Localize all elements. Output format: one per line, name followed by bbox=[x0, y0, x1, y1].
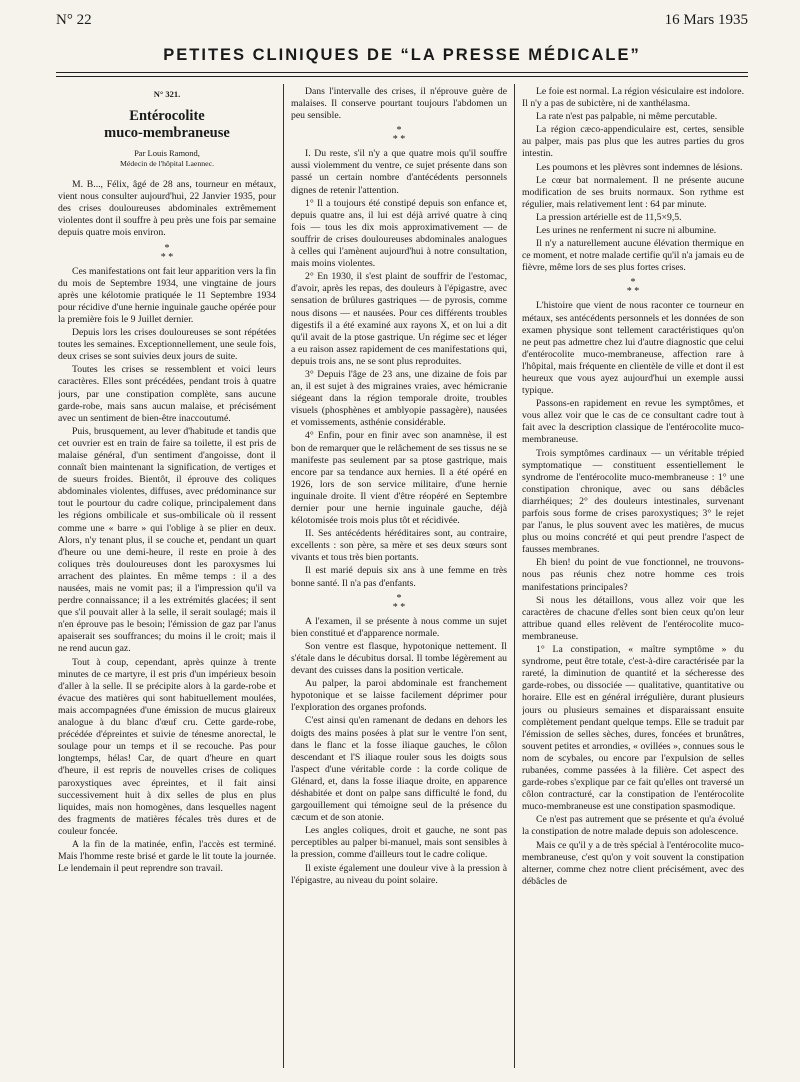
paragraph: Trois symptômes cardinaux — un véritable trépied symptomatique — constituent essentiellement le syndrome de l'entérocolite muco-membraneuse : 1° une constipation chronique, avec ou sans débâcles diarrhéiques; 2° des douleurs intestinales, survenant parfois sous forme de crises paroxystiques; 3° le rejet par l'anus, le plus souvent avec les matières, de mucus plus ou moins concrété et qui peut prendre l'aspect de fausses membranes. bbox=[522, 447, 744, 556]
paragraph: Tout à coup, cependant, après quinze à trente minutes de ce martyre, il est pris d'un impérieux besoin d'aller à la selle. Il se précipite alors à la garde-robe et évacue des matières qui sont habituellement moulées, mais accompagnées d'une émission de mucus glaireux analogue à du blanc d'œuf cru. Cette garde-robe, précédée d'épreintes et suivie de ténesme anorectal, le soulage pour un temps et il se recouche. Pas pour longtemps, hélas! Car, de quart d'heure en quart d'heure, il est repris de nouvelles crises de coliques paroxystiques avec épreintes, et il fait ainsi successivement huit à dix selles de plus en plus liquides, mais non homogènes, dans lesquelles nagent des fragments de matières fécales très dures et de couleur foncée. bbox=[58, 656, 276, 837]
paragraph: Eh bien! du point de vue fonctionnel, ne trouvons-nous pas réunis chez notre homme ces trois manifestations principales? bbox=[522, 557, 744, 593]
paragraph: Les angles coliques, droit et gauche, ne sont pas perceptibles au palper bi-manuel, mais sont sensibles à la pression, comme d'ailleurs tout le cadre colique. bbox=[291, 825, 507, 861]
paragraph: 3° Depuis l'âge de 23 ans, une dizaine de fois par an, il est sujet à des migraines vraies, avec hémicranie siégeant dans la région temporale droite, troubles visuels (phosphènes et amblyopie passagère), nausées et vomissements, asthénie considérable. bbox=[291, 368, 507, 429]
paragraph: Passons-en rapidement en revue les symptômes, et vous allez voir que le cas de ce consultant cadre tout à fait avec la description classique de l'entérocolite muco-membraneuse. bbox=[522, 398, 744, 446]
issue-number: N° 22 bbox=[56, 12, 92, 28]
section-separator: * * * bbox=[160, 242, 174, 263]
article-title-line: Entérocolite bbox=[129, 108, 205, 125]
paragraph: Mais ce qu'il y a de très spécial à l'entérocolite muco-membraneuse, c'est qu'on y voit souvent la constipation alterner, comme chez notre client précisément, avec des débâcles de bbox=[522, 839, 744, 887]
paragraph: Toutes les crises se ressemblent et voici leurs caractères. Elles sont précédées, pendant trois à quatre jours, par une constipation complète, sans aucune garde-robe, mais sans aucun malaise, et précisément avec un sentiment de bien-être inaccoutumé. bbox=[58, 364, 276, 424]
paragraph: II. Ses antécédents héréditaires sont, au contraire, excellents : son père, sa mère et ses deux sœurs sont vivants et tous très bien portants. bbox=[291, 528, 507, 564]
paragraph: M. B..., Félix, âgé de 28 ans, tourneur en métaux, vient nous consulter aujourd'hui, 22 Janvier 1935, pour des crises douloureuses abdominales extrêmement violentes dont il souffre à peu près une fois par semaine depuis quatre mois environ. bbox=[58, 179, 276, 239]
column-3 bbox=[522, 86, 744, 1070]
paragraph: 1° Il a toujours été constipé depuis son enfance et, depuis quatre ans, il lui est déjà arrivé quatre à cinq fois — tous les dix mois approximativement — de souffrir de crises douloureuses abdominales analogues à celles qui l'amènent aujourd'hui à notre consultation, mais moins violentes. bbox=[291, 197, 507, 270]
paragraph: La région cæco-appendiculaire est, certes, sensible au palper, mais pas plus que les autres parties du gros intestin. bbox=[522, 124, 744, 160]
byline: Par Louis Ramond, bbox=[134, 148, 200, 159]
paragraph: Depuis lors les crises douloureuses se sont répétées toutes les semaines. Exceptionnellement, une seule fois, deux crises se sont suivies deux jours de suite. bbox=[58, 327, 276, 363]
paragraph: Le cœur bat normalement. Il ne présente aucune modification de ses bruits normaux. Son rythme est régulier, mais relativement lent : 64 par minute. bbox=[522, 174, 744, 210]
paragraph: C'est ainsi qu'en ramenant de dedans en dehors les doigts des mains posées à plat sur le ventre l'on sent, dans le flanc et la fosse iliaque gauches, le côlon descendant et l'S iliaque rouler sous les doigts sous l'aspect d'une véritable corde : la corde colique de Glénard, et, dans la fosse iliaque droite, en apparence déshabitée et dont on palpe sans difficulté le fond, du gargouillement qui témoigne seul de la présence du cæcum et de son atonie. bbox=[291, 715, 507, 824]
paragraph: 1° La constipation, « maître symptôme » du syndrome, peut être totale, c'est-à-dire caractérisée par la rareté, la diminution de quantité et la sécheresse des garde-robes, ou dissociée — qualitative, quantitative ou horaire. Elle est en général irrégulière, durant plusieurs jours ou plusieurs semaines et disparaissant ensuite complètement pendant quelque temps. Elle se traduit par l'émission de selles sèches, dures, foncées et brunâtres, souvent petites et arrondies, « ovillées », connues sous le nom de scybales, ou encore par l'expulsion de selles rubanées, comme passées à la filière. Cet aspect des garde-robes s'explique par ce fait qu'elles ont traversé un côlon contracturé, car la constipation de l'entérocolite muco-membraneuse est une constipation spasmodique. bbox=[522, 644, 744, 813]
paragraph: Ce n'est pas autrement que se présente et qu'a évolué la constipation de notre malade depuis son adolescence. bbox=[522, 814, 744, 838]
issue-date: 16 Mars 1935 bbox=[664, 12, 748, 28]
paragraph: Puis, brusquement, au lever d'habitude et tandis que cet ouvrier est en train de faire sa toilette, il est pris de malaise général, d'un sentiment d'angoisse, dont il connaît bien maintenant la signification, de vertiges et de sueurs froides. Bientôt, il éprouve des coliques abdominales violentes, diffuses, avec prédominance sur tout le pourtour du cadre colique, principalement dans les régions ombilicale et sus-ombilicale où il ressent comme une « barre » qui l'oblige à se plier en deux. Alors, n'y tenant plus, il se couche et, pendant un quart d'heure ou une demi-heure, il reste en proie à des coliques très douloureuses dont les paroxysmes lui arrachent des plaintes. En même temps : il a des nausées, mais ne vomit pas; il a l'impression qu'il va perdre connaissance; il a les extrémités glacées; il sent que s'il pouvait aller à la selle, il serait soulagé; mais il n'en éprouve pas le besoin; l'émission de gaz par l'anus apaiserait ses souffrances; du moins il le croit; mais il ne rend aucun gaz. bbox=[58, 425, 276, 655]
paragraph: La rate n'est pas palpable, ni même percutable. bbox=[536, 111, 718, 123]
paragraph: Dans l'intervalle des crises, il n'éprouve guère de malaises. Il conserve pourtant toujours l'abdomen un peu sensible. bbox=[291, 86, 507, 122]
paragraph: Il est marié depuis six ans à une femme en très bonne santé. Il n'a pas d'enfants. bbox=[291, 565, 507, 589]
column-1 bbox=[58, 86, 276, 1070]
paragraph: Il existe également une douleur vive à la pression à l'épigastre, au niveau du point solaire. bbox=[291, 862, 507, 886]
title-rule-bottom bbox=[56, 76, 748, 77]
paragraph: 4° Enfin, pour en finir avec son anamnèse, il est bon de remarquer que le relâchement de ses tissus ne se manifeste pas seulement par sa ptose gastrique, mais encore par sa tendance aux hernies. Il a été opéré en 1926, lors de son service militaire, d'une hernie inguinale droite. Il vient d'être réopéré en Septembre dernier pour une hernie inguinale gauche, déjà kélotomisée trois mois plus tôt et récidivée. bbox=[291, 430, 507, 527]
article-number: N° 321. bbox=[153, 89, 181, 99]
title-rule-top bbox=[56, 72, 748, 73]
paragraph: L'histoire que vient de nous raconter ce tourneur en métaux, ses antécédents personnels et les données de son examen physique sont tellement caractéristiques qu'on ne peut pas admettre chez lui d'autre diagnostic que celui d'entérocolite muco-membraneuse, affection rare à l'hôpital, mais fréquente en clientèle de ville et dont il est heureux que vous ayez aujourd'hui un exemple aussi typique. bbox=[522, 300, 744, 397]
paragraph: A la fin de la matinée, enfin, l'accès est terminé. Mais l'homme reste brisé et garde le lit toute la journée. Le lendemain il peut reprendre son travail. bbox=[58, 838, 276, 875]
paragraph: I. Du reste, s'il n'y a que quatre mois qu'il souffre aussi violemment du ventre, ce sujet présente dans son passé un certain nombre d'antécédents personnels dignes de retenir l'attention. bbox=[291, 148, 507, 196]
paragraph: Son ventre est flasque, hypotonique nettement. Il s'étale dans le décubitus dorsal. Il tombe légèrement au devant des cuisses dans la position verticale. bbox=[291, 640, 507, 677]
paragraph: 2° En 1930, il s'est plaint de souffrir de l'estomac, d'avoir, après les repas, des douleurs à l'épigastre, avec sensation de brûlures gastriques — de pyrosis, comme nous disons — et nausées. Pour ces différents troubles digestifs il a été examiné aux rayons X, et on lui a dit qu'il avait de la ptose gastrique. Un régime sec et léger a eu raison assez rapidement de ces manifestations qui, depuis trois ans, ne se sont plus reproduites. bbox=[291, 271, 507, 367]
paragraph: Au palper, la paroi abdominale est franchement hypotonique et se laisse facilement déprimer pour l'exploration des organes profonds. bbox=[291, 678, 507, 714]
article-title bbox=[58, 108, 276, 142]
paragraph: Les urines ne renferment ni sucre ni albumine. bbox=[536, 225, 717, 237]
column-separator bbox=[514, 84, 515, 1068]
paragraph: La pression artérielle est de 11,5×9,5. bbox=[536, 211, 682, 223]
section-separator: * * * bbox=[392, 592, 406, 613]
author-affiliation: Médecin de l'hôpital Laennec. bbox=[119, 159, 215, 169]
paragraph: A l'examen, il se présente à nous comme un sujet bien constitué et d'apparence normale. bbox=[291, 615, 507, 639]
paragraph: Le foie est normal. La région vésiculaire est indolore. Il n'y a pas de subictère, ni de xanthélasma. bbox=[522, 86, 744, 110]
running-head bbox=[56, 12, 748, 34]
article-title-line: muco-membraneuse bbox=[104, 125, 230, 142]
paragraph: Il n'y a naturellement aucune élévation thermique en ce moment, et notre malade certifie qu'il n'a jamais eu de fièvre, même lors de ses plus fortes crises. bbox=[522, 238, 744, 274]
paragraph: Ces manifestations ont fait leur apparition vers la fin du mois de Septembre 1934, une vingtaine de jours après une kélotomie pratiquée le 11 Septembre 1934 pour récidive d'une hernie inguinale gauche opérée pour la première fois le 9 Juillet dernier. bbox=[58, 265, 276, 325]
paragraph: Si nous les détaillons, vous allez voir que les caractères de chacune d'elles sont bien ceux qu'on leur attribue quand elles relèvent de l'entérocolite muco-membraneuse. bbox=[522, 594, 744, 642]
column-separator bbox=[283, 84, 284, 1068]
column-2 bbox=[291, 86, 507, 1070]
series-title: PETITES CLINIQUES DE “LA PRESSE MÉDICALE” bbox=[163, 46, 641, 64]
section-separator: * * * bbox=[392, 125, 406, 146]
paragraph: Les poumons et les plèvres sont indemnes de lésions. bbox=[536, 161, 743, 173]
section-separator: * * * bbox=[626, 277, 640, 298]
